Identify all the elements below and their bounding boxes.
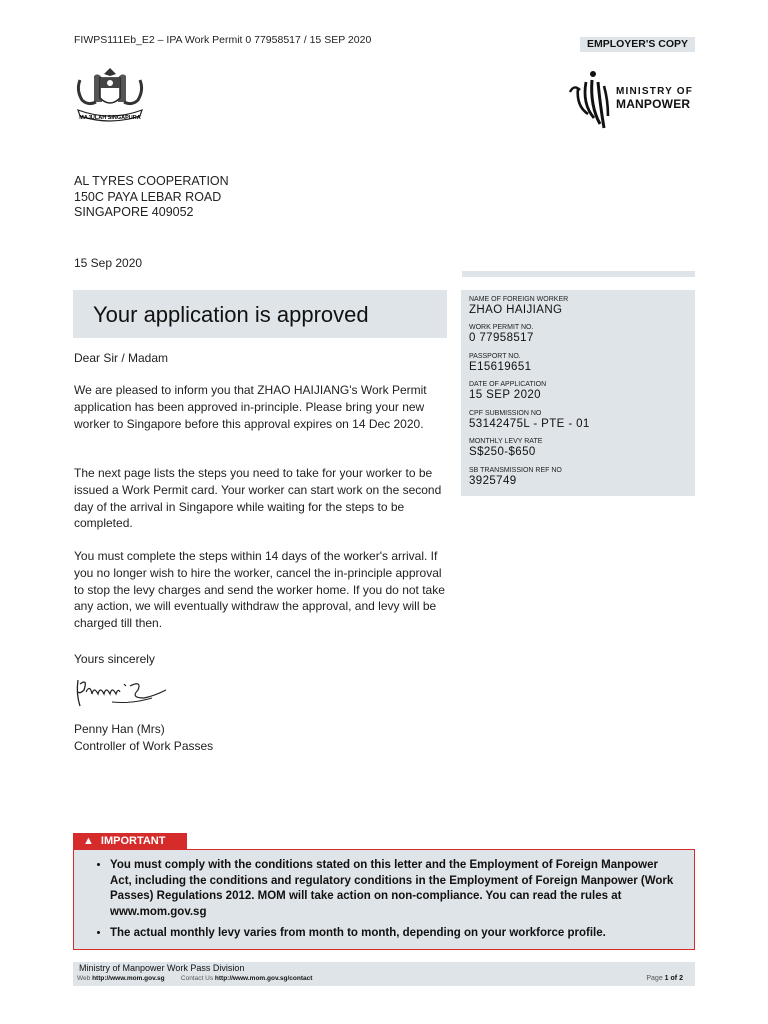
web-link[interactable]: http://www.mom.gov.sg — [92, 975, 165, 982]
application-details-panel — [461, 290, 695, 496]
address-line-2: 150C PAYA LEBAR ROAD — [74, 189, 222, 204]
footer-links — [77, 975, 312, 982]
copy-badge: EMPLOYER'S COPY — [580, 37, 695, 52]
work-permit-label: WORK PERMIT NO. — [469, 324, 534, 331]
salutation: Dear Sir / Madam — [74, 351, 169, 365]
recipient-address — [74, 174, 229, 221]
page-total: 2 — [679, 975, 683, 982]
passport-label: PASSPORT NO. — [469, 353, 521, 360]
svg-text:MAJULAH SINGAPURA: MAJULAH SINGAPURA — [79, 115, 141, 121]
title-panel — [73, 290, 447, 338]
levy-rate-value: S$250-$650 — [469, 446, 536, 458]
page-title: Your application is approved — [93, 302, 369, 327]
crest-motto-text — [72, 66, 148, 126]
levy-rate-label: MONTHLY LEVY RATE — [469, 438, 543, 445]
cpf-submission-value: 53142475L - PTE - 01 — [469, 418, 590, 430]
web-label: Web — [77, 975, 91, 982]
important-label — [73, 833, 187, 849]
closing: Yours sincerely — [74, 652, 155, 666]
important-notice-box — [73, 849, 695, 950]
application-date-value: 15 SEP 2020 — [469, 389, 541, 401]
important-text: IMPORTANT — [100, 835, 166, 847]
page-footer — [73, 962, 695, 986]
address-line-1: AL TYRES COOPERATION — [74, 174, 229, 188]
letter-paragraph-3: You must complete the steps within 14 days of the worker's arrival. If you no longer wish to hire the worker, cancel the in-principle approval to stop the levy charges and send the worker home. If you do not take any action, we will eventually withdraw the approval, and levy will be charged till then. — [74, 549, 445, 631]
address-line-3: SINGAPORE 409052 — [74, 205, 194, 219]
application-date-label: DATE OF APPLICATION — [469, 381, 547, 388]
sb-ref-label: SB TRANSMISSION REF NO — [469, 467, 562, 474]
passport-value: E15619651 — [469, 361, 532, 373]
page-current: 1 — [664, 975, 669, 982]
letter-paragraph-2: The next page lists the steps you need to take for your worker to be issued a Work Permit card. Your worker can start work on the second day of the arrival in Singapore while waiting for the steps to be completed. — [74, 466, 442, 531]
important-bullet-1: • You must comply with the conditions stated on this letter and the Employment of Foreign Manpower Act, including the conditions and regulatory conditions in the Employment of Foreign Manpower (Work Passes) Regulations 2012. MOM will take action on non-compliance. You can read the rules at www.mom.gov.sg — [110, 858, 675, 920]
letter-date: 15 Sep 2020 — [74, 256, 143, 270]
page-of: of — [670, 975, 678, 982]
worker-name-value: ZHAO HAIJIANG — [469, 304, 563, 316]
signatory-title: Controller of Work Passes — [74, 739, 214, 753]
section-divider — [462, 271, 695, 277]
contact-label: Contact Us — [180, 975, 214, 982]
warning-triangle-icon: ▲ — [83, 835, 94, 847]
worker-name-label: NAME OF FOREIGN WORKER — [469, 296, 569, 303]
cpf-submission-label: CPF SUBMISSION NO — [469, 410, 542, 417]
page-number — [646, 975, 683, 982]
ministry-line-1: MINISTRY OF — [616, 86, 694, 97]
footer-division: Ministry of Manpower Work Pass Division — [79, 963, 245, 973]
letter-paragraph-1: We are pleased to inform you that ZHAO HAIJIANG's Work Permit application has been approved in-principle. Please bring your new worker to Singapore before this approval expires on 14 Dec 2020. — [74, 383, 427, 431]
handwritten-signature — [72, 672, 170, 712]
sb-ref-value: 3925749 — [469, 475, 517, 487]
important-list — [74, 858, 675, 948]
ministry-name — [616, 86, 693, 110]
document-reference: FIWPS111Eb_E2 – IPA Work Permit 0 77958517 / 15 SEP 2020 — [74, 34, 372, 46]
signatory-name: Penny Han (Mrs) — [74, 722, 165, 736]
work-permit-value: 0 77958517 — [469, 332, 534, 344]
important-bullet-2: • The actual monthly levy varies from month to month, depending on your workforce profile. — [110, 926, 675, 942]
contact-link[interactable]: http://www.mom.gov.sg/contact — [214, 975, 313, 982]
ministry-line-2: MANPOWER — [616, 97, 691, 111]
page-label: Page — [646, 975, 663, 982]
